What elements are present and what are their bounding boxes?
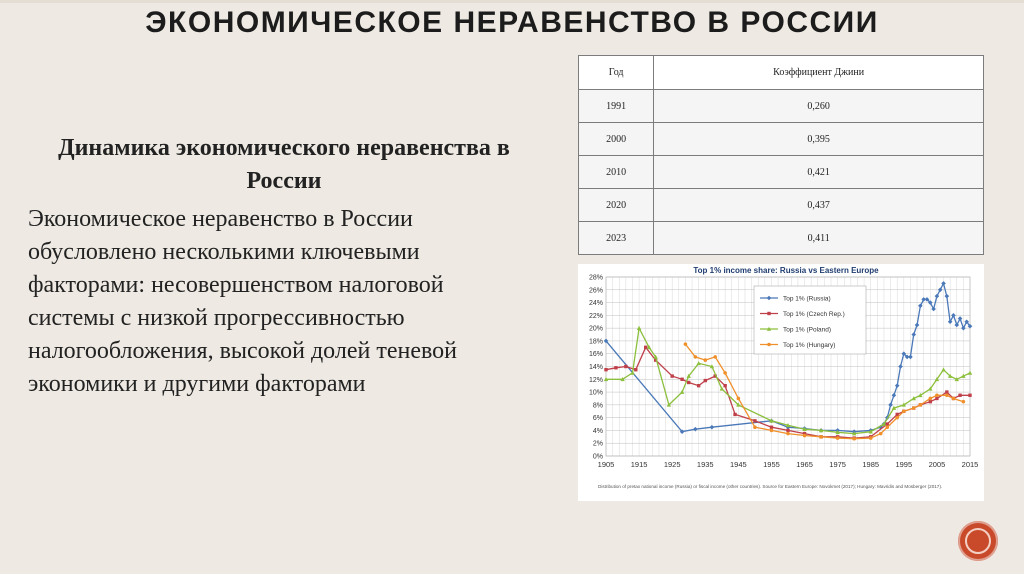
table-header-row bbox=[579, 56, 984, 90]
data-point bbox=[614, 366, 617, 369]
y-tick-label: 4% bbox=[592, 427, 603, 435]
chart-title: Top 1% income share: Russia vs Eastern Europe bbox=[693, 266, 879, 275]
x-tick-label: 2005 bbox=[928, 460, 946, 469]
data-point bbox=[912, 406, 916, 410]
y-tick-label: 26% bbox=[588, 287, 603, 295]
data-point bbox=[819, 435, 823, 439]
data-point bbox=[634, 368, 637, 371]
y-tick-label: 18% bbox=[588, 338, 603, 346]
y-tick-label: 8% bbox=[592, 402, 603, 410]
column-header-year: Год bbox=[579, 56, 654, 90]
data-point bbox=[737, 397, 741, 401]
data-point bbox=[945, 393, 949, 397]
y-tick-label: 20% bbox=[588, 325, 603, 333]
data-point bbox=[803, 434, 807, 438]
chart-svg bbox=[578, 264, 984, 501]
data-point bbox=[869, 436, 873, 440]
x-tick-label: 1905 bbox=[597, 460, 615, 469]
gini-cell: 0,421 bbox=[654, 156, 984, 189]
y-tick-label: 24% bbox=[588, 300, 603, 308]
y-tick-label: 22% bbox=[588, 312, 603, 320]
data-point bbox=[733, 413, 736, 416]
data-point bbox=[670, 374, 673, 377]
body-paragraph: Экономическое неравенство в России обусловлено несколькими ключевыми факторами: несовершенством налоговой системы с низкой прогрессивностью налогообложения, высокой долей теневой экономики и другими факторами bbox=[28, 206, 457, 397]
chart-source-note: Distribution of pretax national income (Russia) or fiscal income (other countries). Source for Eastern Europe: Novokmet (2017); Hungary: Mavridis and Mosberger (2017). bbox=[598, 484, 943, 489]
data-point bbox=[952, 397, 956, 401]
data-point bbox=[694, 355, 698, 359]
data-point bbox=[968, 394, 971, 397]
data-point bbox=[958, 394, 961, 397]
data-point bbox=[680, 378, 683, 381]
y-tick-label: 10% bbox=[588, 389, 603, 397]
y-tick-label: 2% bbox=[592, 440, 603, 448]
data-point bbox=[879, 432, 883, 436]
data-point bbox=[962, 400, 966, 404]
year-cell: 2000 bbox=[579, 123, 654, 156]
data-point bbox=[895, 416, 899, 420]
legend-label: Top 1% (Russia) bbox=[783, 295, 831, 303]
next-slide-button[interactable] bbox=[958, 521, 998, 561]
data-point bbox=[753, 425, 757, 429]
data-point bbox=[786, 429, 789, 432]
data-point bbox=[935, 397, 938, 400]
data-point bbox=[945, 390, 948, 393]
y-tick-label: 12% bbox=[588, 376, 603, 384]
data-point bbox=[770, 429, 774, 433]
x-tick-label: 1955 bbox=[763, 460, 780, 469]
data-point bbox=[604, 368, 607, 371]
data-point bbox=[935, 393, 939, 397]
data-point bbox=[703, 358, 707, 362]
table-row bbox=[579, 156, 984, 189]
income-share-chart bbox=[578, 264, 984, 501]
gini-cell: 0,260 bbox=[654, 90, 984, 123]
circle-nav-icon bbox=[965, 528, 991, 554]
table-row bbox=[579, 123, 984, 156]
section-heading: Динамика экономического неравенства в России bbox=[58, 135, 510, 194]
y-tick-label: 0% bbox=[592, 453, 603, 461]
x-tick-label: 1995 bbox=[895, 460, 913, 469]
legend-label: Top 1% (Czech Rep.) bbox=[783, 311, 845, 318]
data-point bbox=[753, 419, 756, 422]
data-point bbox=[767, 312, 770, 315]
data-point bbox=[919, 403, 923, 407]
x-tick-label: 2015 bbox=[961, 460, 979, 469]
data-point bbox=[902, 409, 906, 413]
data-point bbox=[786, 432, 790, 436]
data-point bbox=[687, 381, 690, 384]
year-cell: 2010 bbox=[579, 156, 654, 189]
table-row bbox=[579, 189, 984, 222]
data-point bbox=[684, 342, 688, 346]
slide-title: ЭКОНОМИЧЕСКОЕ НЕРАВЕНСТВО В РОССИИ bbox=[145, 6, 879, 39]
column-header-gini: Коэффициент Джини bbox=[654, 56, 984, 90]
x-tick-label: 1925 bbox=[663, 460, 681, 469]
data-point bbox=[644, 346, 647, 349]
data-point bbox=[704, 379, 707, 382]
x-tick-label: 1935 bbox=[696, 460, 714, 469]
x-tick-label: 1945 bbox=[730, 460, 747, 469]
top-accent-bar bbox=[0, 0, 1024, 3]
data-point bbox=[928, 397, 932, 401]
data-point bbox=[836, 436, 840, 440]
table-row bbox=[579, 222, 984, 255]
gini-cell: 0,437 bbox=[654, 189, 984, 222]
data-point bbox=[770, 426, 773, 429]
y-tick-label: 6% bbox=[592, 415, 603, 423]
year-cell: 2020 bbox=[579, 189, 654, 222]
data-point bbox=[697, 384, 700, 387]
legend-label: Top 1% (Hungary) bbox=[783, 342, 836, 349]
gini-cell: 0,395 bbox=[654, 123, 984, 156]
x-tick-label: 1975 bbox=[829, 460, 846, 469]
year-cell: 1991 bbox=[579, 90, 654, 123]
gini-cell: 0,411 bbox=[654, 222, 984, 255]
data-point bbox=[723, 384, 726, 387]
legend-label: Top 1% (Poland) bbox=[783, 326, 832, 334]
x-tick-label: 1965 bbox=[796, 460, 813, 469]
y-tick-label: 14% bbox=[588, 364, 603, 371]
data-point bbox=[713, 355, 717, 359]
y-tick-label: 28% bbox=[588, 274, 603, 282]
data-point bbox=[723, 371, 727, 375]
x-tick-label: 1915 bbox=[630, 460, 648, 469]
data-point bbox=[929, 400, 932, 403]
year-cell: 2023 bbox=[579, 222, 654, 255]
table-row bbox=[579, 90, 984, 123]
data-point bbox=[767, 343, 771, 347]
data-point bbox=[624, 365, 627, 368]
data-point bbox=[852, 437, 856, 441]
y-tick-label: 16% bbox=[588, 351, 603, 359]
data-point bbox=[885, 425, 889, 429]
x-tick-label: 1985 bbox=[862, 460, 880, 469]
gini-table bbox=[578, 55, 984, 255]
